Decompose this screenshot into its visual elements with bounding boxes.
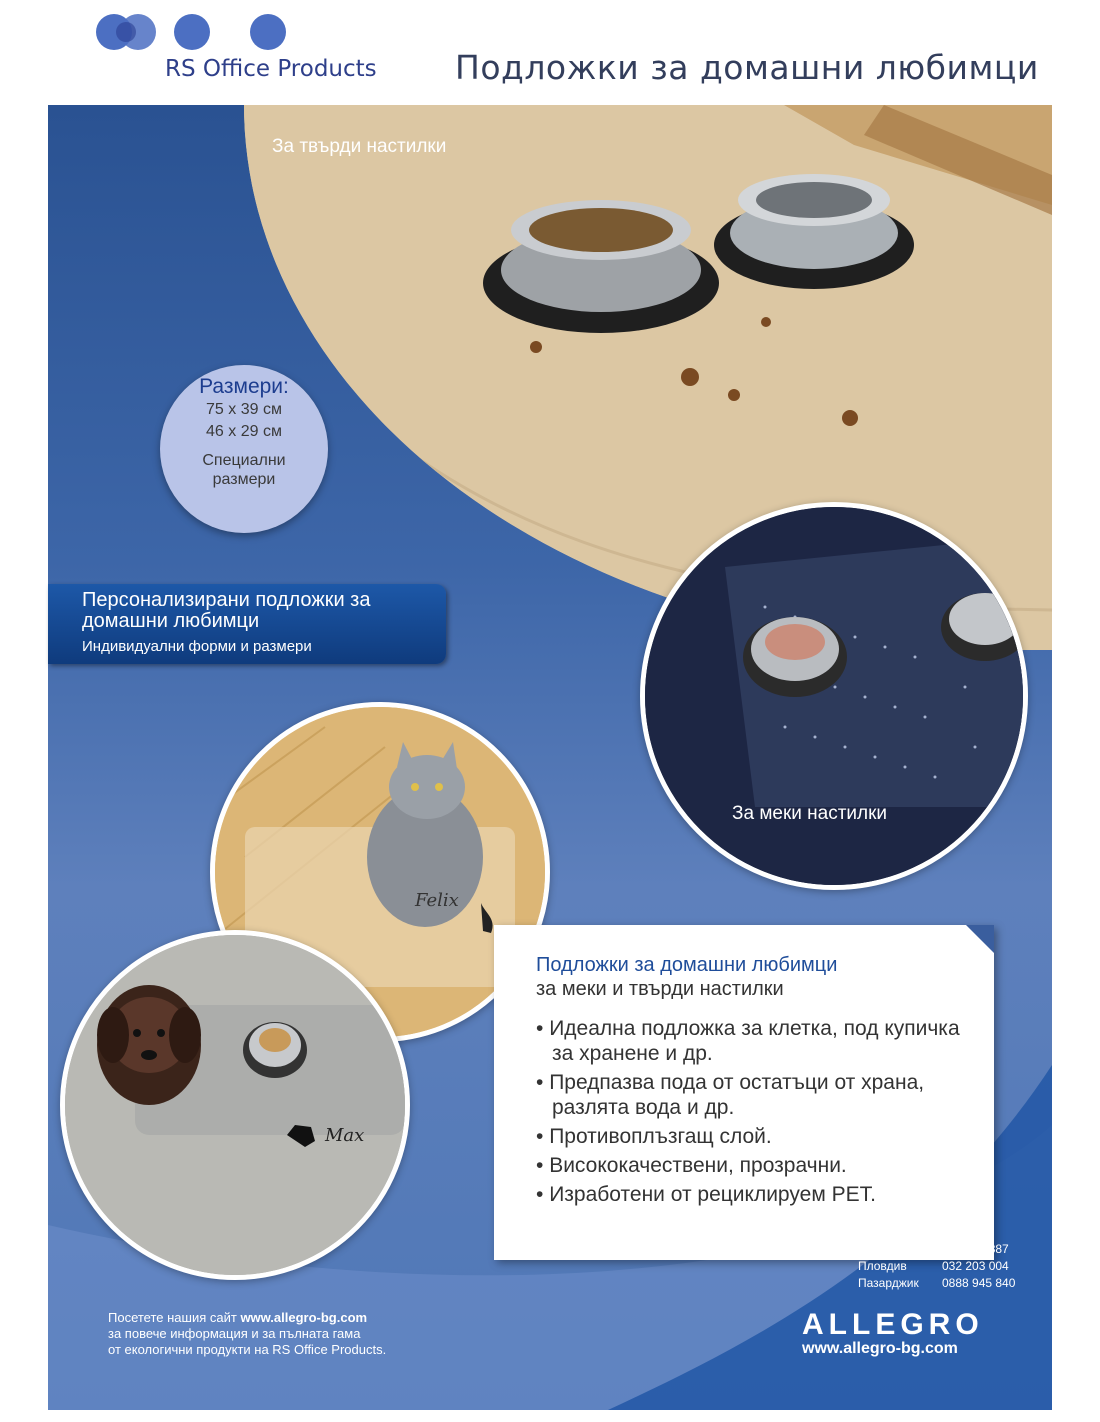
info-box (494, 925, 994, 1260)
special-sizes-line2: размери (212, 471, 276, 488)
contact-city: Пазарджик (858, 1276, 919, 1290)
soft-floor-illustration (645, 507, 1023, 885)
dog-illustration (65, 935, 405, 1275)
dog-name-print: Max (325, 1125, 365, 1146)
contact-city: Пловдив (858, 1259, 907, 1273)
soft-floor-caption: За меки настилки (732, 803, 888, 824)
brand-name: RS Office Products (165, 56, 377, 82)
visit-link[interactable]: www.allegro-bg.com (240, 1310, 368, 1325)
info-box-folded-corner (966, 925, 994, 953)
contact-row (858, 1259, 1015, 1276)
rs-logo-dots (96, 14, 296, 50)
feature-item: • Идеална подложка за клетка, под купичка за хранене и др. (536, 1016, 972, 1066)
feature-list (536, 1016, 972, 1211)
size-option: 75 x 39 см (206, 401, 282, 418)
contact-row (858, 1276, 1015, 1293)
page-title: Подложки за домашни любимци (455, 48, 1039, 87)
feature-item: • Изработени от рециклируем PET. (536, 1182, 972, 1207)
contact-phone: 032 203 004 (942, 1259, 1009, 1273)
allegro-logo: ALLEGRO (802, 1308, 984, 1341)
contact-phone: 02 9788 887 (942, 1242, 1009, 1256)
sizes-title: Размери: (199, 375, 289, 398)
special-sizes (160, 451, 328, 489)
feature-item: • Висококачествени, прозрачни. (536, 1153, 972, 1178)
contact-row (858, 1242, 1015, 1259)
banner-title: Персонализирани подложки за домашни любимци (82, 589, 371, 632)
banner-subtitle: Индивидуални форми и размери (82, 638, 312, 655)
visit-line-2: за повече информация и за пълната гама (108, 1326, 361, 1341)
visit-prefix: Посетете нашия сайт (108, 1310, 241, 1325)
soft-floor-photo (640, 502, 1028, 890)
info-title: Подложки за домашни любимци (536, 954, 838, 976)
feature-item: • Предпазва пода от остатъци от храна, разлята вода и др. (536, 1070, 972, 1120)
visit-line-3: от екологични продукти на RS Office Products. (108, 1342, 387, 1357)
content-panel (48, 105, 1052, 1410)
allegro-url[interactable]: www.allegro-bg.com (802, 1340, 958, 1357)
hard-floor-caption: За твърди настилки (272, 136, 447, 157)
special-sizes-line1: Специални (202, 452, 286, 469)
personalized-banner (48, 584, 446, 664)
size-option: 46 x 29 см (206, 423, 282, 440)
contact-city: София (858, 1242, 897, 1256)
info-subtitle: за меки и твърди настилки (536, 978, 784, 1000)
visit-note (108, 1310, 386, 1358)
cat-name-print: Felix (415, 890, 459, 911)
feature-item: • Противоплъзгащ слой. (536, 1124, 972, 1149)
sizes-badge (160, 365, 328, 533)
dog-mat-photo (60, 930, 410, 1280)
contacts (858, 1242, 1015, 1293)
contact-phone: 0888 945 840 (942, 1276, 1016, 1290)
